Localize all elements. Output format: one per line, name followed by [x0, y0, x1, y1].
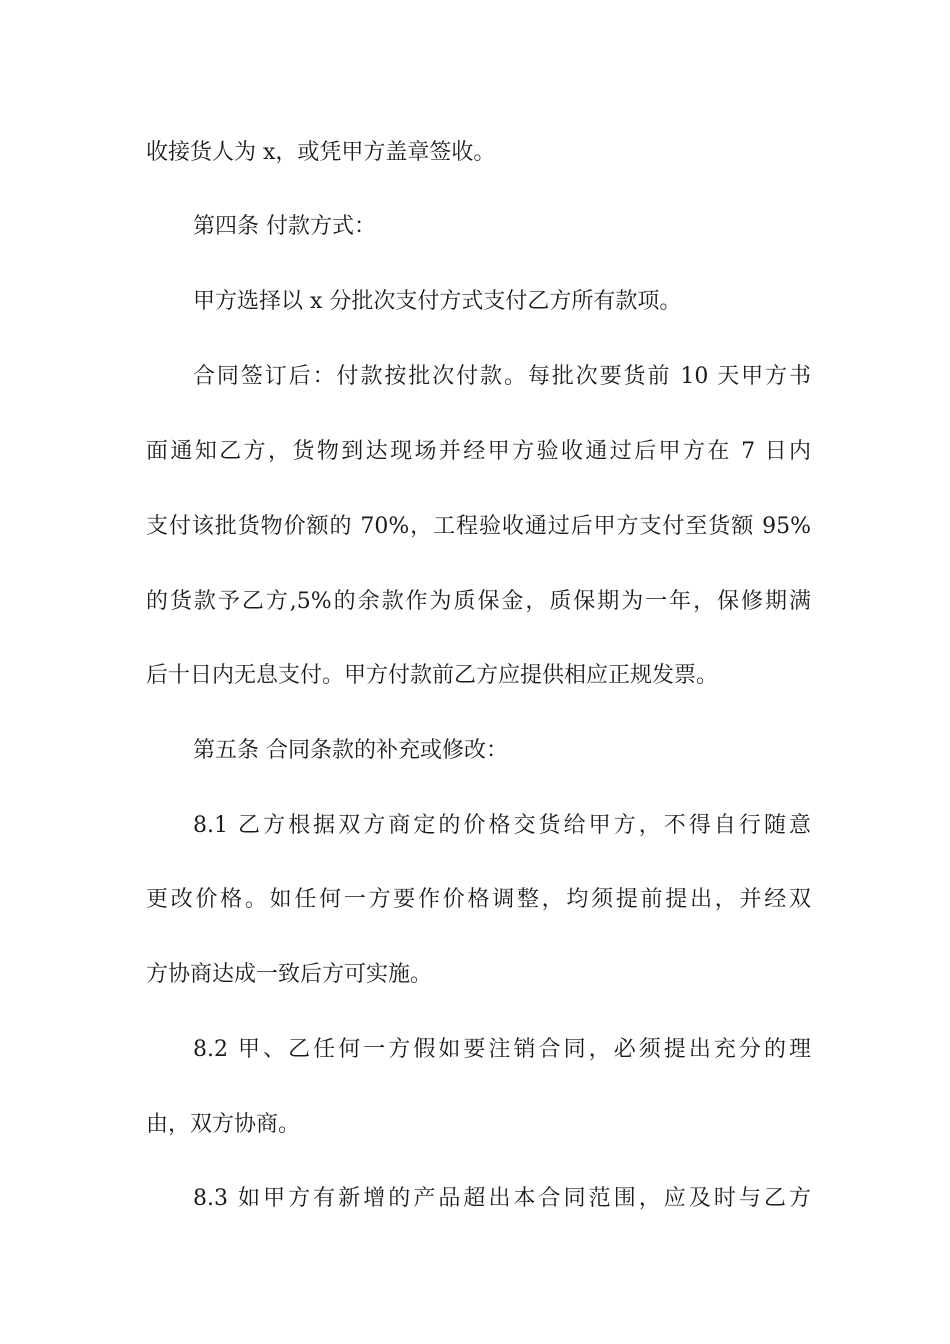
- text-line: 8.1 乙方根据双方商定的价格交货给甲方，不得自行随意: [193, 813, 811, 838]
- text-line: 更改价格。如任何一方要作价格调整，均须提前提出，并经双: [146, 887, 811, 912]
- text-line: 支付该批货物价额的 70%，工程验收通过后甲方支付至货额 95%: [146, 514, 811, 539]
- text-line: 甲方选择以 x 分批次支付方式支付乙方所有款项。: [193, 289, 682, 314]
- section-heading-article-5: 第五条 合同条款的补充或修改：: [193, 738, 508, 763]
- text-line: 合同签订后：付款按批次付款。每批次要货前 10 天甲方书: [193, 364, 811, 389]
- text-line: 收接货人为 x，或凭甲方盖章签收。: [146, 140, 496, 165]
- text-line: 的货款予乙方,5%的余款作为质保金，质保期为一年，保修期满: [146, 589, 811, 614]
- text-line: 由，双方协商。: [146, 1112, 301, 1137]
- text-line: 面通知乙方，货物到达现场并经甲方验收通过后甲方在 7 日内: [146, 439, 811, 464]
- section-heading-article-4: 第四条 付款方式：: [193, 214, 376, 239]
- text-line: 8.3 如甲方有新增的产品超出本合同范围，应及时与乙方: [193, 1186, 811, 1211]
- text-line: 8.2 甲、乙任何一方假如要注销合同，必须提出充分的理: [193, 1037, 811, 1062]
- text-line: 后十日内无息支付。甲方付款前乙方应提供相应正规发票。: [146, 663, 719, 688]
- text-line: 方协商达成一致后方可实施。: [146, 962, 433, 987]
